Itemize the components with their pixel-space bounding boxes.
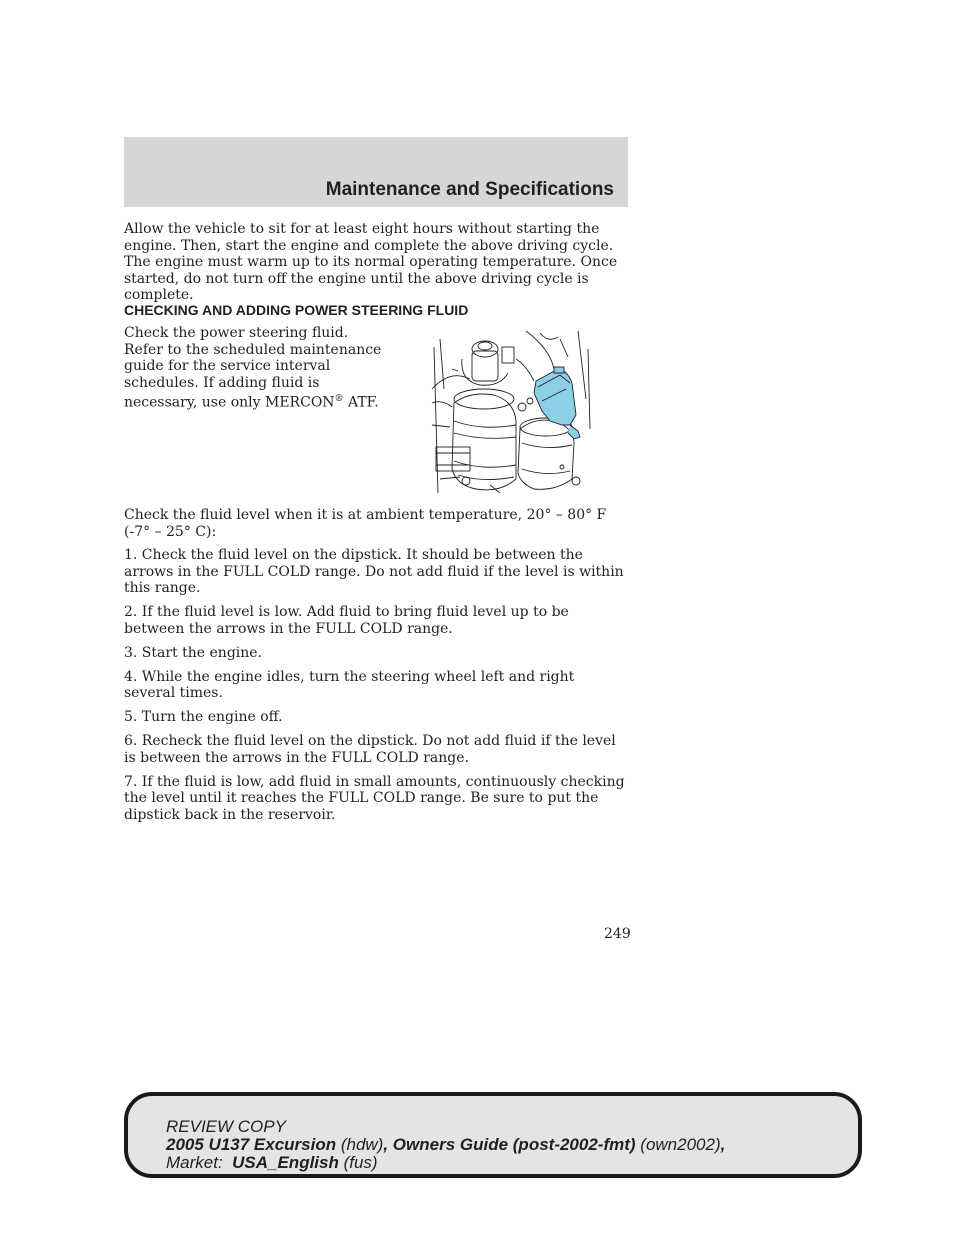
check-suffix: ATF.	[343, 394, 379, 411]
intro-text: Allow the vehicle to sit for at least eight hours without starting the engine. Then, start the engine and complete the above driving cycle. The engine must warm up to its normal operating temperature. Once started, do not turn off the engine until the above driving cycle is complete.	[124, 221, 618, 303]
check-paragraph	[124, 325, 384, 411]
step-item: 3. Start the engine.	[124, 644, 263, 661]
ambient-paragraph	[124, 507, 628, 540]
footer-text	[166, 1118, 725, 1172]
step-item: 2. If the fluid level is low. Add fluid to bring fluid level up to be between the arrows in the FULL COLD range.	[124, 604, 569, 637]
footer-line-2	[166, 1136, 725, 1154]
step-item: 5. Turn the engine off.	[124, 709, 283, 725]
footer-vehicle: 2005 U137 Excursion	[166, 1135, 337, 1154]
section-header-band	[124, 137, 628, 207]
step-item: 1. Check the fluid level on the dipstick. It should be between the arrows in the FULL COLD range. Do not add fluid if the level is within this range.	[124, 547, 624, 596]
review-copy-footer	[124, 1092, 862, 1178]
footer-separator: ,	[383, 1135, 393, 1154]
footer-vehicle-code: (hdw)	[336, 1135, 384, 1154]
footer-line-3	[166, 1154, 725, 1172]
intro-paragraph	[124, 221, 628, 304]
footer-market-code: (fus)	[338, 1153, 378, 1172]
steps-list	[124, 547, 628, 831]
registered-mark: ®	[334, 394, 344, 404]
step-item: 7. If the fluid is low, add fluid in small amounts, continuously checking the level until it reaches the FULL COLD range. Be sure to put the dipstick back in the reservoir.	[124, 773, 625, 823]
power-steering-reservoir-engine-illustration	[430, 329, 592, 493]
footer-guide-code: (own2002)	[635, 1135, 721, 1154]
footer-separator: ,	[720, 1135, 726, 1154]
subheading: CHECKING AND ADDING POWER STEERING FLUID	[124, 302, 469, 318]
step-item: 6. Recheck the fluid level on the dipstick. Do not add fluid if the level is between the arrows in the FULL COLD range.	[124, 733, 616, 766]
section-title: Maintenance and Specifications	[325, 179, 614, 200]
ambient-text: Check the fluid level when it is at ambient temperature, 20° – 80° F (-7° – 25° C):	[124, 507, 607, 540]
step-item: 4. While the engine idles, turn the steering wheel left and right several times.	[124, 668, 575, 701]
review-copy-label: REVIEW COPY	[166, 1117, 286, 1136]
footer-market-label: Market:	[166, 1153, 233, 1172]
footer-market: USA_English	[232, 1153, 339, 1172]
check-text: Check the power steering fluid. Refer to the scheduled maintenance guide for the service interval schedules. If adding fluid is necessary, use only MERCON	[124, 325, 382, 411]
page-number: 249	[604, 926, 631, 942]
footer-guide: Owners Guide (post-2002-fmt)	[392, 1135, 636, 1154]
